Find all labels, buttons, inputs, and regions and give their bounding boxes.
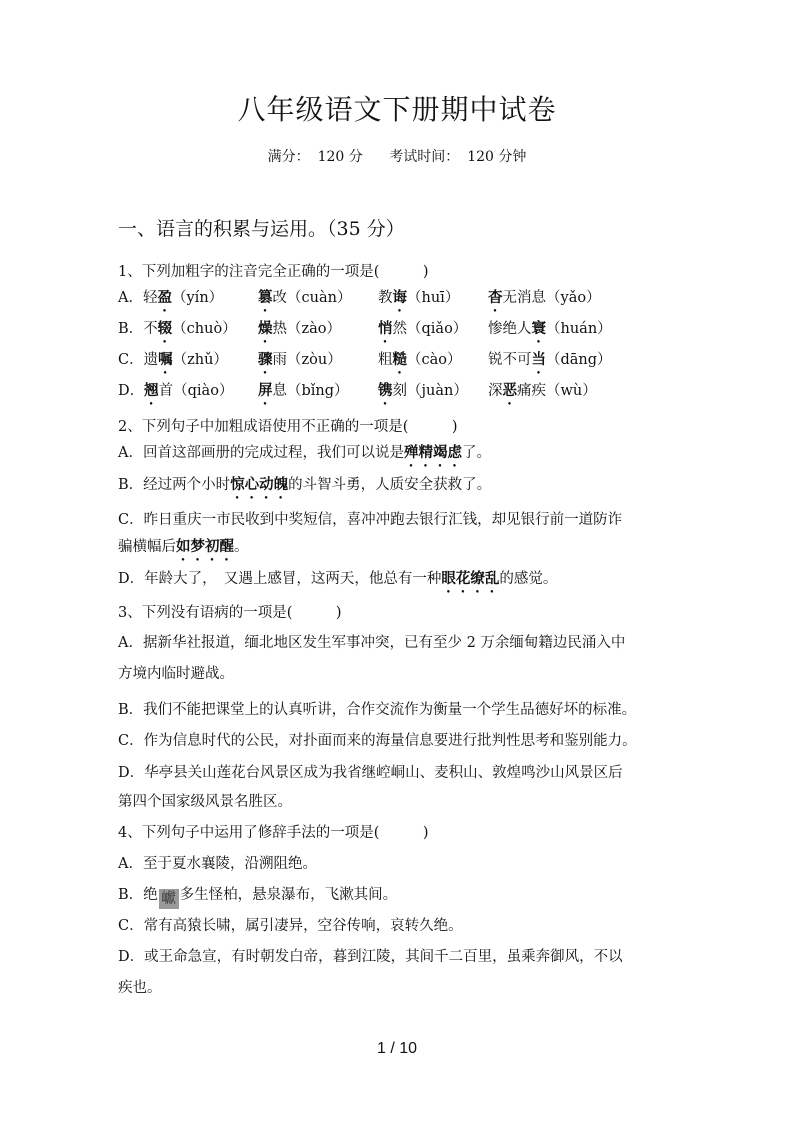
option-text: （dāng） <box>546 352 612 368</box>
option-text: 锐不可 <box>488 352 532 368</box>
q1-option-cell <box>118 379 233 408</box>
bold-character: 燥 <box>258 320 273 337</box>
option-text: 无消息（yǎo） <box>502 290 601 306</box>
q3-stem: 3、下列没有语病的一项是( ) <box>118 605 342 621</box>
q3-option-a-line2: 方境内临时避战。 <box>118 666 234 682</box>
option-text: 然（qiǎo） <box>392 321 468 337</box>
option-text: B．不 <box>118 321 158 337</box>
option-text: 息（bǐng） <box>272 383 349 399</box>
bold-character: 恶 <box>502 382 517 399</box>
q2-option-b <box>118 473 491 502</box>
q1-option-cell <box>258 317 341 346</box>
q4-option-b <box>118 883 397 909</box>
bold-character: 盈 <box>157 289 172 306</box>
bold-character: 糙 <box>392 351 407 368</box>
q4-option-c: C．常有高猿长啸，属引凄异，空谷传响，哀转久绝。 <box>118 918 463 934</box>
q1-option-cell <box>258 348 342 377</box>
bold-character: 骤 <box>258 351 273 368</box>
q4-b-end: 多生怪柏，悬泉瀑布，飞漱其间。 <box>179 887 398 903</box>
q2-c-idiom: 如梦初醒 <box>176 538 234 555</box>
q2-a-text: A．回首这部画册的完成过程，我们可以说是 <box>118 445 404 461</box>
bold-character: 诲 <box>392 289 407 306</box>
q2-option-a <box>118 441 491 470</box>
bold-character: 悄 <box>378 320 393 337</box>
bold-character: 杳 <box>488 289 503 306</box>
q2-option-c-line1: C．昨日重庆一市民收到中奖短信，喜冲冲跑去银行汇钱，却见银行前一道防诈 <box>118 512 623 528</box>
bold-character: 篡 <box>258 289 273 306</box>
option-text: 雨（zòu） <box>272 352 342 368</box>
q2-a-end: 了。 <box>461 445 491 461</box>
q4-option-d-line1: D．或王命急宣，有时朝发白帝，暮到江陵，其间千二百里，虽乘奔御风，不以 <box>118 949 623 965</box>
q3-option-a-line1: A．据新华社报道，缅北地区发生军事冲突，已有至少 2 万余缅甸籍边民涌入中 <box>118 635 626 651</box>
q2-d-end: 的感觉。 <box>499 571 558 587</box>
option-text: （zhǔ） <box>172 352 228 368</box>
q2-option-d <box>118 567 557 596</box>
q4-stem: 4、下列句子中运用了修辞手法的一项是( ) <box>118 825 429 841</box>
exam-meta <box>0 146 794 166</box>
q1-option-cell <box>118 348 228 377</box>
q2-b-text: B．经过两个小时 <box>118 477 231 493</box>
q1-stem: 1、下列加粗字的注音完全正确的一项是( ) <box>118 264 429 280</box>
q1-option-cell <box>118 286 223 315</box>
option-text: 深 <box>488 383 503 399</box>
q1-option-cell <box>258 286 351 315</box>
bold-character: 镌 <box>378 382 393 399</box>
option-text: C．遗 <box>118 352 159 368</box>
option-text: （huán） <box>546 321 612 337</box>
time-label: 考试时间： <box>389 149 460 165</box>
option-text: （yín） <box>171 290 224 306</box>
q1-option-cell <box>378 317 467 346</box>
q3-option-d-line2: 第四个国家级风景名胜区。 <box>118 794 292 810</box>
bold-character: 翘 <box>144 382 159 399</box>
q3-option-c: C．作为信息时代的公民，对扑面而来的海量信息要进行批判性思考和鉴别能力。 <box>118 733 637 749</box>
q1-option-cell <box>378 286 459 315</box>
option-text: 惨绝人 <box>488 321 532 337</box>
page-number: 1 / 10 <box>376 1040 418 1057</box>
section-heading: 一、语言的积累与运用。（35 分） <box>118 218 405 240</box>
q3-option-d-line1: D．华亭县关山莲花台风景区成为我省继崆峒山、麦积山、敦煌鸣沙山风景区后 <box>118 765 623 781</box>
bold-character: 屏 <box>258 382 273 399</box>
q2-d-idiom: 眼花缭乱 <box>441 570 500 587</box>
full-score-label: 满分： <box>267 149 310 165</box>
option-text: 热（zào） <box>272 321 342 337</box>
option-text: 痛疾（wù） <box>517 383 597 399</box>
q1-option-cell <box>488 317 612 346</box>
q2-d-text: D．年龄大了， 又遇上感冒，这两天，他总有一种 <box>118 571 442 587</box>
option-text: （chuò） <box>172 321 237 337</box>
q1-option-cell <box>118 317 237 346</box>
q2-b-idiom: 惊心动魄 <box>230 476 289 493</box>
option-text: A．轻 <box>118 290 158 306</box>
q1-option-cell <box>258 379 349 408</box>
q2-stem: 2、下列句子中加粗成语使用不正确的一项是( ) <box>118 419 458 435</box>
q4-option-a: A．至于夏水襄陵，沿溯阻绝。 <box>118 856 317 872</box>
option-text: （huī） <box>407 290 460 306</box>
q2-c-end: 。 <box>234 539 249 555</box>
q1-option-cell <box>488 379 597 408</box>
option-text: 改（cuàn） <box>272 290 352 306</box>
option-text: 粗 <box>378 352 393 368</box>
q3-option-b: B．我们不能把课堂上的认真听讲，合作交流作为衡量一个学生品德好坏的标准。 <box>118 702 637 718</box>
q2-option-c-line2 <box>118 535 249 564</box>
q2-a-idiom: 殚精竭虑 <box>403 444 462 461</box>
bold-character: 寰 <box>531 320 546 337</box>
bold-character: 当 <box>531 351 546 368</box>
option-text: 教 <box>378 290 393 306</box>
option-text: 首（qiào） <box>158 383 234 399</box>
option-text: D． <box>118 383 145 399</box>
q1-option-cell <box>488 348 612 377</box>
q2-b-end: 的斗智斗勇，人质安全获救了。 <box>288 477 492 493</box>
option-text: （cào） <box>407 352 462 368</box>
time-value: 120 分钟 <box>467 149 527 165</box>
bold-character: 嘱 <box>158 351 173 368</box>
q2-c-text: 骗横幅后 <box>118 539 176 555</box>
q1-option-cell <box>378 348 462 377</box>
option-text: 刻（juàn） <box>392 383 468 399</box>
q4-option-d-line2: 疾也。 <box>118 980 162 996</box>
q1-option-cell <box>488 286 601 315</box>
page-title: 八年级语文下册期中试卷 <box>237 93 557 126</box>
q1-option-cell <box>378 379 468 408</box>
full-score-value: 120 分 <box>317 149 363 165</box>
bold-character: 辍 <box>157 320 173 337</box>
obscured-character: 巘 <box>159 889 179 909</box>
q4-b-text: B．绝 <box>118 887 158 903</box>
